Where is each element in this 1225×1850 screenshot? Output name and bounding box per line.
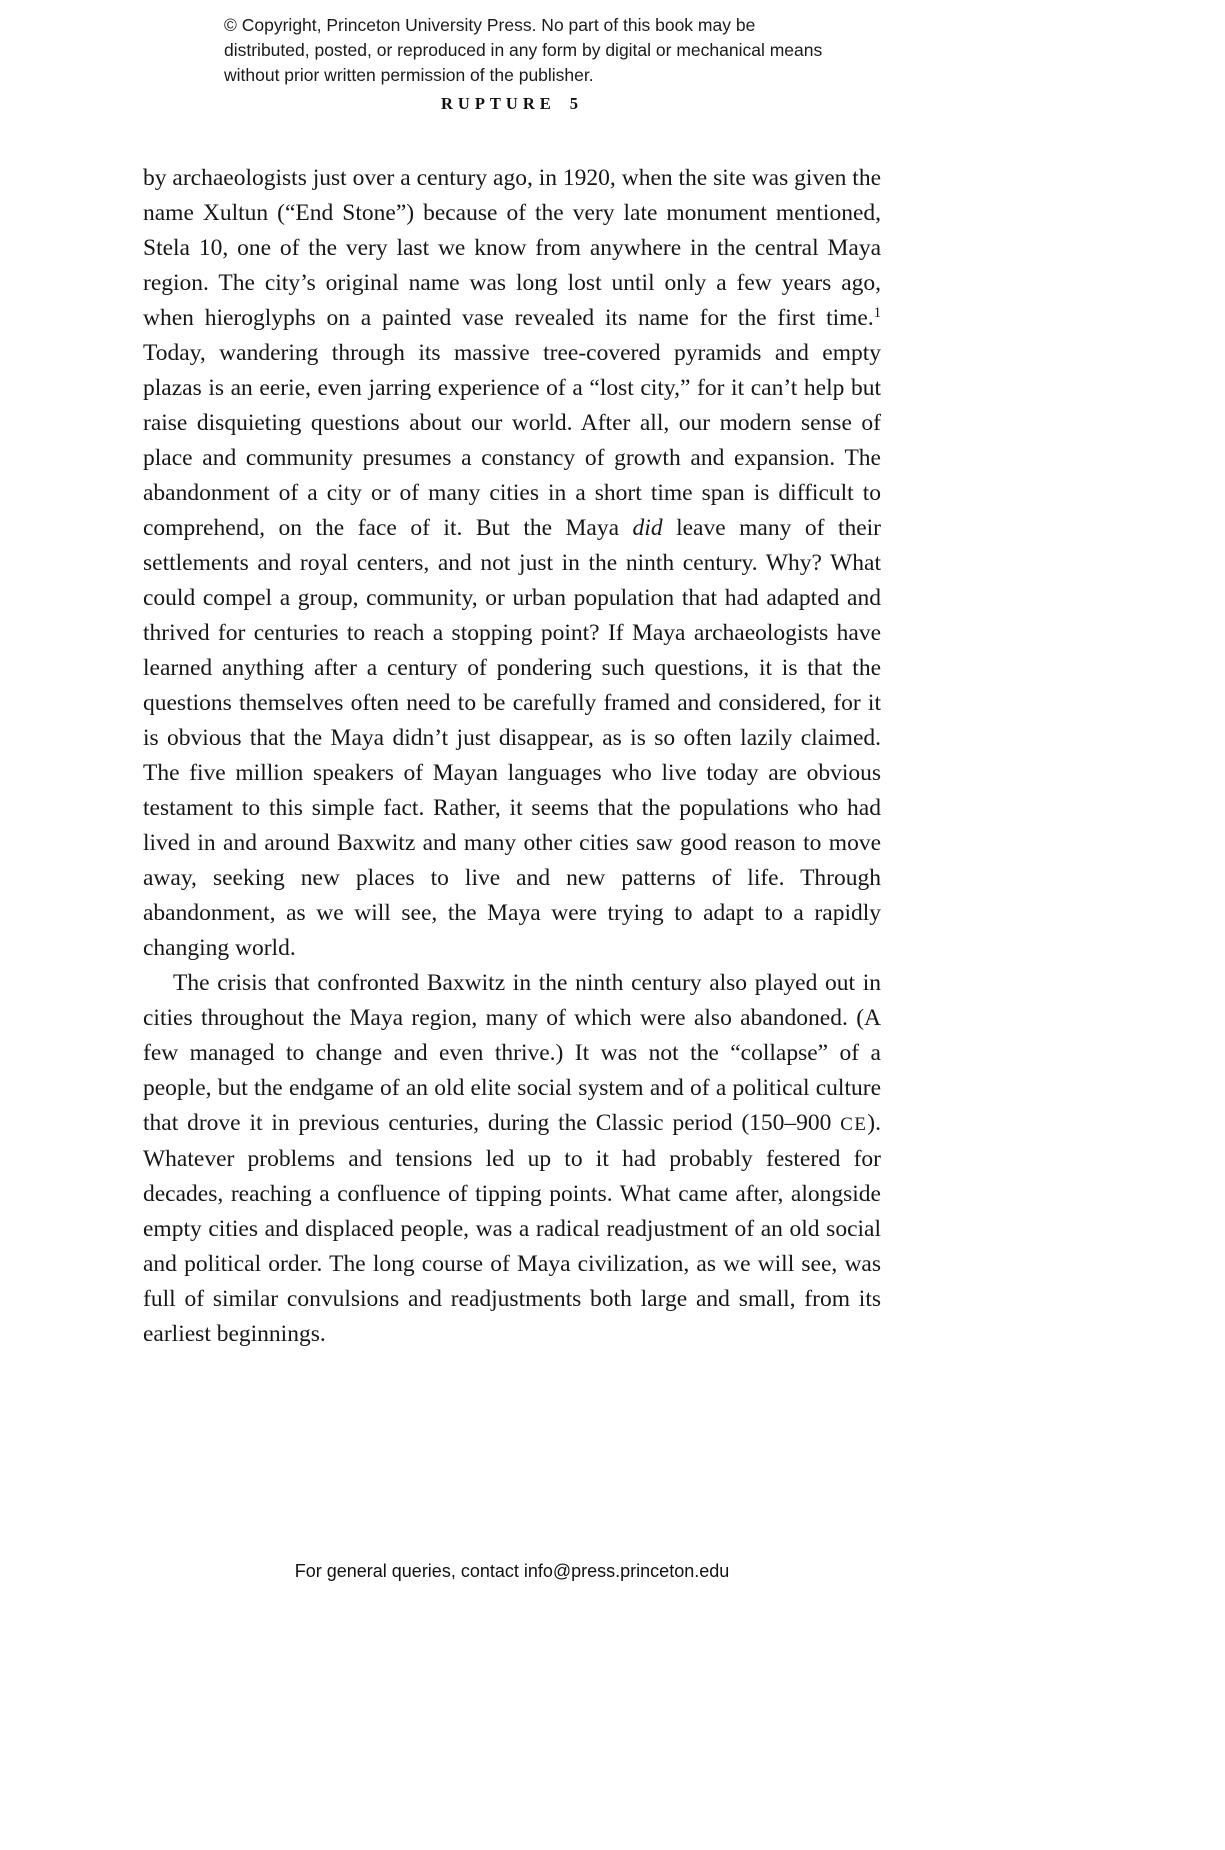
running-head-title: RUPTURE [440, 94, 556, 113]
text-segment: Today, wandering through its massive tree-covered pyramids and empty plazas is an eerie, even jarring experience of a “lost city,” for it can’t help but raise disquieting questions about our world. After all, our modern sense of place and community presumes a constancy of growth and expansion. The abandonment of a city or of many cities in a short time span is difficult to comprehend, on the face of it. But the Maya [143, 340, 881, 541]
body-text [143, 161, 881, 1352]
running-head-page-number: 5 [569, 94, 583, 113]
body-paragraph [143, 161, 881, 966]
text-segment-superscript: 1 [873, 305, 881, 321]
text-segment-italic: did [632, 515, 663, 541]
text-segment: by archaeologists just over a century ago, in 1920, when the site was given the name Xultun (“End Stone”) because of the very late monument mentioned, Stela 10, one of the very last we know from anywhere in the central Maya region. The city’s original name was long lost until only a few years ago, when hieroglyphs on a painted vase revealed its name for the first time. [143, 165, 881, 331]
text-segment: ). Whatever problems and tensions led up to it had probably festered for decades, reaching a confluence of tipping points. What came after, alongside empty cities and displaced people, was a radical readjustment of an old social and political order. The long course of Maya civilization, as we will see, was full of similar convulsions and readjustments both large and small, from its earliest beginnings. [143, 1110, 881, 1347]
text-segment: leave many of their settlements and royal centers, and not just in the ninth century. Why? What could compel a group, community, or urban population that had adapted and thrived for centuries to reach a stopping point? If Maya archaeologists have learned anything after a century of pondering such questions, it is that the questions themselves often need to be carefully framed and considered, for it is obvious that the Maya didn’t just disappear, as is so often lazily claimed. The five million speakers of Mayan languages who live today are obvious testament to this simple fact. Rather, it seems that the populations who had lived in and around Baxwitz and many other cities saw good reason to move away, seeking new places to live and new patterns of life. Through abandonment, as we will see, the Maya were trying to adapt to a rapidly changing world. [143, 515, 882, 961]
copyright-notice: © Copyright, Princeton University Press. No part of this book may be distributed, posted, or reproduced in any form by digital or mechanical means without prior written permission of the publisher. [224, 15, 823, 85]
text-segment: The crisis that confronted Baxwitz in the ninth century also played out in cities throughout the Maya region, many of which were also abandoned. (A few managed to change and even thrive.) It was not the “collapse” of a people, but the endgame of an old elite social system and of a political culture that drove it in previous centuries, during the Classic period (150–900 [143, 970, 881, 1136]
body-paragraph [143, 966, 881, 1352]
running-head [143, 94, 881, 114]
text-segment-smallcaps: CE [840, 1114, 868, 1135]
footer-text: For general queries, contact info@press.princeton.edu [294, 1561, 730, 1581]
